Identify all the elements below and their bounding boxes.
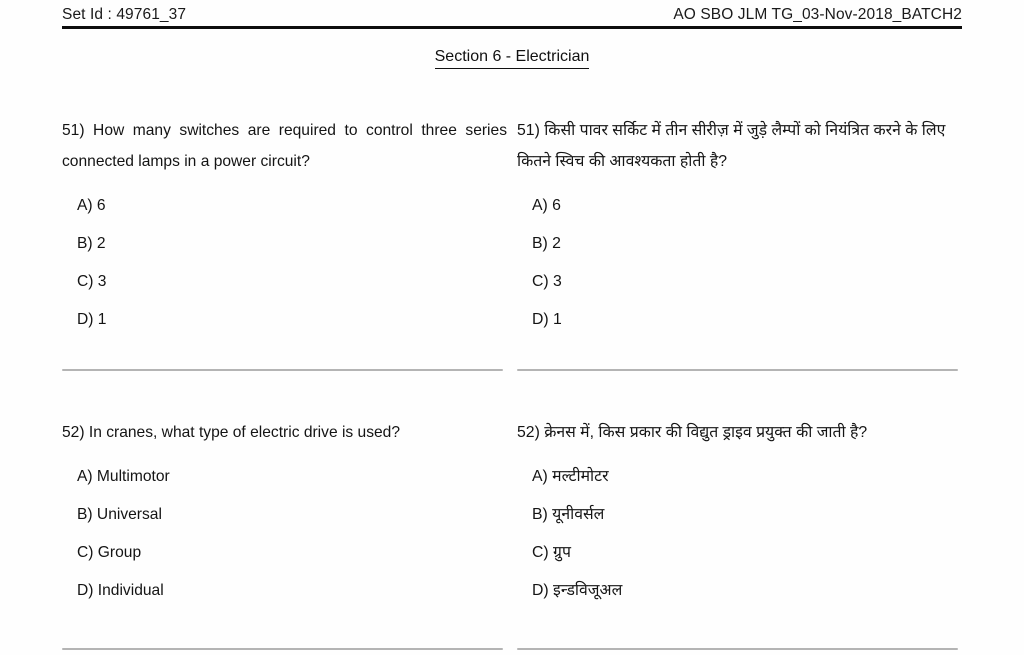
question-52-text-hindi: 52) क्रेनस में, किस प्रकार की विद्युत ड्राइव प्रयुक्त की जाती है?: [517, 424, 868, 441]
option-b[interactable]: B) 2: [77, 235, 106, 252]
option-c[interactable]: C) 3: [532, 273, 562, 290]
batch-label: AO SBO JLM TG_03-Nov-2018_BATCH2: [673, 6, 962, 23]
question-51-options-english: [62, 187, 507, 339]
question-block-51: [62, 115, 962, 339]
separator-line-left: [62, 648, 503, 650]
option-c[interactable]: C) ग्रुप: [532, 544, 571, 561]
question-52-hindi-column: [517, 417, 962, 610]
question-52-options-english: [62, 458, 507, 610]
option-a[interactable]: A) मल्टीमोटर: [532, 468, 609, 485]
page-header: [62, 0, 962, 30]
option-b[interactable]: B) यूनीवर्सल: [532, 506, 605, 523]
option-c[interactable]: C) 3: [77, 273, 107, 290]
separator-line-right: [517, 648, 958, 650]
option-a[interactable]: A) Multimotor: [77, 468, 170, 485]
question-51-english-column: [62, 115, 507, 339]
option-c[interactable]: C) Group: [77, 544, 142, 561]
set-id-label: Set Id : 49761_37: [62, 6, 187, 23]
question-51-text-hindi: 51) किसी पावर सर्किट में तीन सीरीज़ में जुड़े लैम्पों को नियंत्रित करने के लिए कितने स्विच की आवश्यकता होती है?: [517, 122, 946, 170]
separator-line-left: [62, 369, 503, 371]
section-title: Section 6 - Electrician: [435, 47, 590, 69]
question-51-options-hindi: [517, 187, 962, 339]
separator-line-right: [517, 369, 958, 371]
question-51-text-english: 51) How many switches are required to control three series connected lamps in a power circuit?: [62, 122, 507, 170]
option-d[interactable]: D) 1: [77, 311, 107, 328]
question-51-hindi-column: [517, 115, 962, 339]
option-a[interactable]: A) 6: [532, 197, 561, 214]
option-d[interactable]: D) 1: [532, 311, 562, 328]
option-d[interactable]: D) इन्डविजूअल: [532, 582, 623, 599]
question-block-52: [62, 417, 962, 610]
question-separator-row-2: [62, 648, 962, 650]
section-title-container: [62, 47, 962, 69]
option-b[interactable]: B) Universal: [77, 506, 162, 523]
option-a[interactable]: A) 6: [77, 197, 106, 214]
header-rule-divider: [62, 26, 962, 29]
question-separator-row-1: [62, 369, 962, 371]
question-52-english-column: [62, 417, 507, 610]
option-b[interactable]: B) 2: [532, 235, 561, 252]
question-52-text-english: 52) In cranes, what type of electric drive is used?: [62, 424, 401, 441]
option-d[interactable]: D) Individual: [77, 582, 164, 599]
question-52-options-hindi: [517, 458, 962, 610]
